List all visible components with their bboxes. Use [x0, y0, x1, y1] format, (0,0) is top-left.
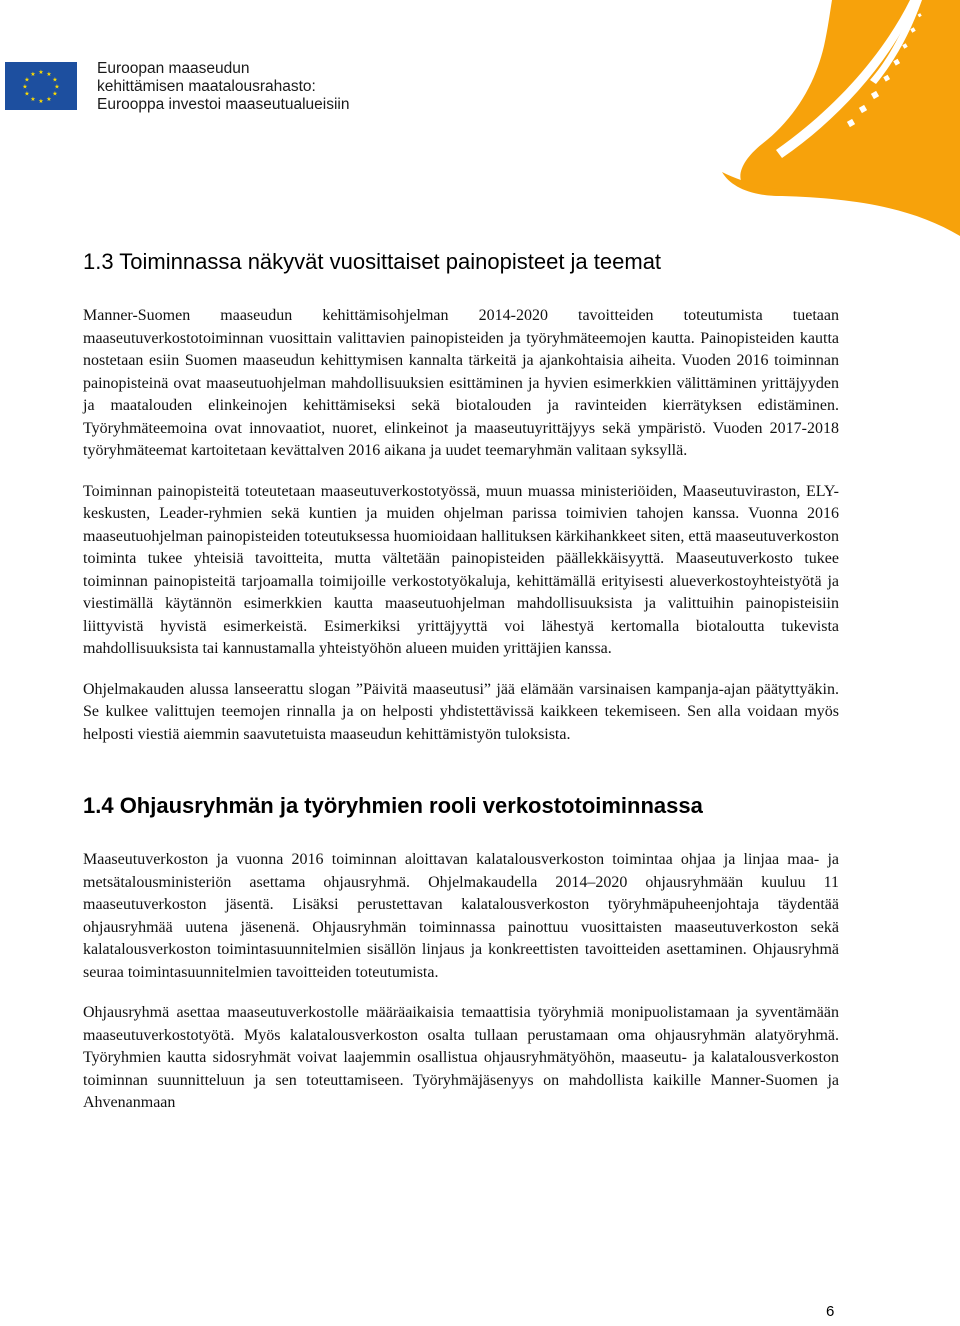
page-number: 6 [826, 1303, 835, 1320]
paragraph: Ohjelmakauden alussa lanseerattu slogan ”Päivitä maaseutusi” jää elämään varsinaisen kampanja-ajan päätyttyäkin. Se kulkee valittujen teemojen rinnalla ja on helposti yhdistettävissä kaikkeen tekemiseen. Sen alla voidaan myös helposti viestiä aiemmin saavutetuista maaseudun kehittämistyön tuloksista. [83, 680, 839, 743]
paragraph: Toiminnan painopisteitä toteutetaan maaseutuverkostotyössä, muun muassa ministeriöiden, Maaseutuviraston, ELY-keskusten, Leader-ryhmien sekä kuntien ja muiden ohjelman parissa toimivien tahojen kanssa. Vuonna 2016 maaseutuohjelman painopisteiden toteutuksessa huomioidaan hallituksen kärkihankkeet siten, että maaseutuverkoston toiminta tukee yhteisiä tavoitteita, mutta vältetään painopisteiden päällekkäisyyttä. Maaseutuverkosto tukee toiminnan painopisteitä tarjoamalla toimijoille verkostotyökaluja, kehittämällä erityisesti alueverkostoyhteistyötä ja viestimällä käytännön esimerkkien kautta maaseutuohjelman mahdollisuuksista ja valittuihin painopisteisiin liittyvistä hyvistä esimerkeistä. Esimerkiksi yrittäjyyttä voi lähestyä kertomalla biotaloutta tukevista mahdollisuuksista tai kannustamalla yhteistyöhön alueen muiden yrittäjien kanssa. [83, 482, 839, 657]
eu-stars-icon [5, 62, 77, 110]
svg-text:★: ★ [30, 96, 36, 103]
svg-text:★: ★ [52, 90, 58, 98]
rural-network-logo [720, 0, 960, 236]
section-heading-1-3: 1.3 Toiminnassa näkyvät vuosittaiset painopisteet ja teemat [83, 249, 662, 274]
eu-fund-text [97, 60, 349, 114]
svg-text:★: ★ [46, 96, 52, 103]
svg-text:★: ★ [22, 83, 28, 91]
paragraph: Maaseutuverkoston ja vuonna 2016 toiminnan aloittavan kalatalousverkoston toimintaa ohjaa ja linjaa maa- ja metsätalousministeriön asettama ohjausryhmä. Ohjelmakaudella 2014–2020 ohjausryhmään kuuluu 11 maaseutuverkoston jäsentä. Lisäksi perustettavan kalatalousverkoston työryhmäpuheenjohtaja täydentää ohjausryhmää uutena jäsenenä. Ohjausryhmän toiminnassa painottuu vuosittaisten maaseutuverkoston sekä kalatalousverkoston toimintasuunnitelmien sisällön linjaus ja konkreettisten tavoitteiden asettaminen. Ohjausryhmä seuraa toimintasuunnitelmien tavoitteiden toteutumista. [83, 851, 839, 981]
svg-text:★: ★ [24, 76, 30, 84]
eu-flag-logo [5, 62, 77, 110]
svg-text:★: ★ [46, 71, 52, 78]
eu-fund-line-2: kehittämisen maatalousrahasto: [97, 78, 316, 95]
orange-swoosh-icon [720, 0, 960, 236]
svg-text:★: ★ [54, 83, 60, 91]
svg-text:★: ★ [30, 71, 36, 78]
page-header [0, 0, 960, 230]
document-body [83, 246, 839, 1115]
paragraph: Manner-Suomen maaseudun kehittämisohjelman 2014-2020 tavoitteiden toteutumista tuetaan maaseutuverkostotoiminnan vuosittain valittavien painopisteiden ja työryhmäteemojen kautta. Painopisteiden kautta nostetaan esiin Suomen maaseudun kehittymisen kannalta tärkeitä ja ajankohtaisia aiheita. Vuoden 2016 toiminnan painopisteinä ovat maaseutuohjelman mahdollisuuksien esittäminen ja hyvien esimerkkien välittäminen yrittäjyyden ja maatalouden elinkeinojen kehittämiseksi sekä biotalouden ja ravinteiden kierrätyksen edistäminen. Työryhmäteemoina ovat innovaatiot, nuoret, elinkeinot ja maaseutuyrittäjyys sekä ympäristö. Vuoden 2017-2018 työryhmäteemat kartoitetaan kevättalven 2016 aikana ja uudet teemaryhmän valitaan syksyllä. [83, 307, 839, 459]
paragraph: Ohjausryhmä asettaa maaseutuverkostolle määräaikaisia temaattisia työryhmiä monipuolistamaan ja syventämään maaseutuverkostotyötä. Myös kalatalousverkoston osalta tullaan perustamaan oma ohjausryhmän alatyöryhmä. Työryhmien kautta sidosryhmät voivat laajemmin osallistua ohjausryhmätyöhön, maaseutu- ja kalatalousverkoston toiminnan suunnitteluun ja sen toteuttamiseen. Työryhmäjäsenyys on mahdollista kaikille Manner-Suomen ja Ahvenanmaan [83, 1004, 839, 1111]
section-heading-1-4: 1.4 Ohjausryhmän ja työryhmien rooli verkostotoiminnassa [83, 793, 703, 818]
svg-text:★: ★ [52, 76, 58, 84]
eu-fund-line-3: Eurooppa investoi maaseutualueisiin [97, 96, 350, 113]
svg-text:★: ★ [24, 90, 30, 98]
eu-fund-line-1: Euroopan maaseudun [97, 60, 250, 77]
svg-text:★: ★ [38, 69, 44, 76]
svg-text:★: ★ [38, 98, 44, 105]
